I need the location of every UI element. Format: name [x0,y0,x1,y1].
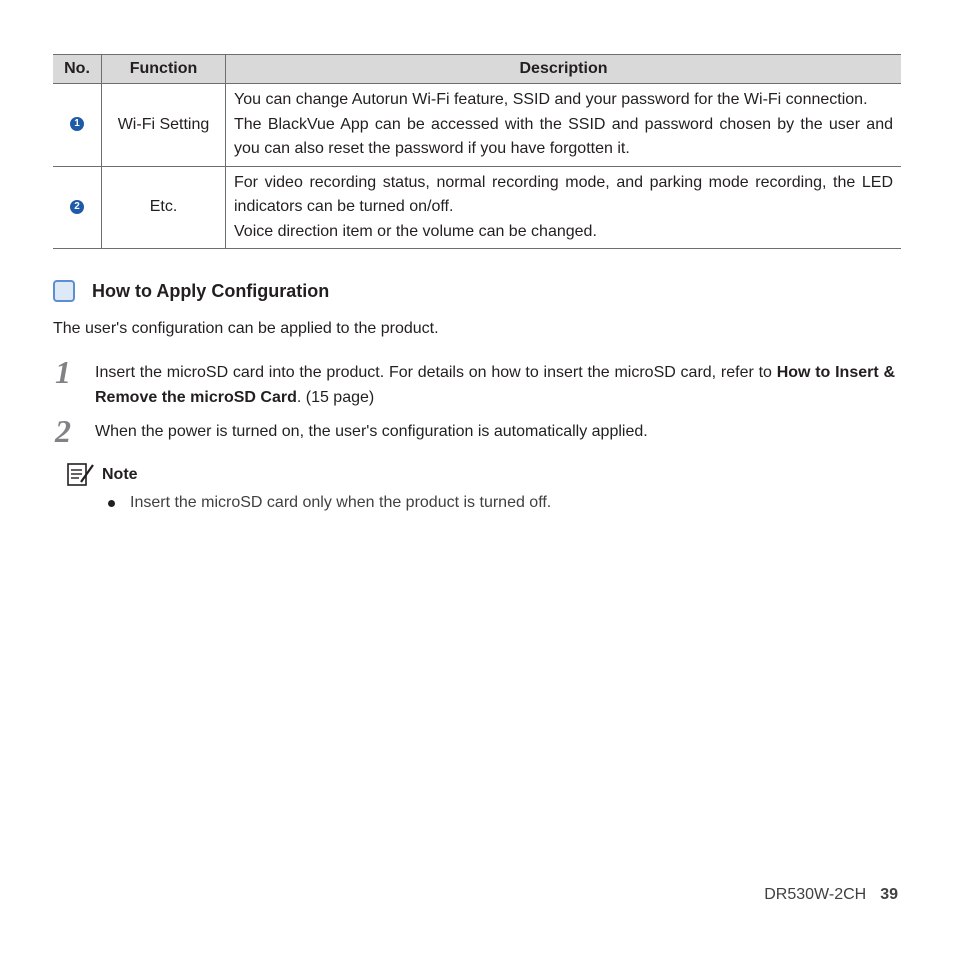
function-table [53,54,901,249]
step-1-text [95,360,895,410]
function-cell: Wi-Fi Setting [102,84,226,167]
checkbox-icon [53,280,75,302]
step-2-text: When the power is turned on, the user's configuration is automatically applied. [95,423,648,440]
number-badge-2: 2 [70,200,84,214]
note-header [66,462,138,488]
description-line: For video recording status, normal recording mode, and parking mode recording, the LED indicators can be turned on/off. [234,173,893,215]
section-intro: The user's configuration can be applied to the product. [53,320,439,337]
section-title: How to Apply Configuration [92,280,330,301]
description-line: The BlackVue App can be accessed with the SSID and password chosen by the user and you can also reset the password if you have forgotten it. [234,115,893,157]
function-cell: Etc. [102,166,226,249]
bullet-icon [108,500,115,507]
header-no: No. [53,55,102,84]
step-text-part: . (15 page) [296,389,375,406]
step-number-1: 1 [55,354,71,390]
note-item [108,494,551,512]
step-number-2: 2 [55,413,71,449]
description-line: Voice direction item or the volume can be changed. [234,222,597,240]
step-link-text: How to Insert & Remove the microSD Card [95,364,895,406]
page-footer [764,886,898,904]
header-description: Description [226,55,902,84]
number-badge-1: 1 [70,117,84,131]
note-pencil-icon [66,462,96,488]
description-cell [226,84,902,167]
page-number: 39 [880,886,898,903]
step-text-part: Insert the microSD card into the product. For details on how to insert the microSD card, refer to [95,364,777,381]
table-row [53,84,901,167]
description-cell [226,166,902,249]
header-function: Function [102,55,226,84]
model-name: DR530W-2CH [764,886,867,903]
description-line: You can change Autorun Wi-Fi feature, SSID and your password for the Wi-Fi connection. [234,91,868,108]
section-heading [53,280,329,302]
table-row [53,166,901,249]
note-item-text: Insert the microSD card only when the product is turned off. [130,494,552,511]
note-title: Note [102,466,138,483]
